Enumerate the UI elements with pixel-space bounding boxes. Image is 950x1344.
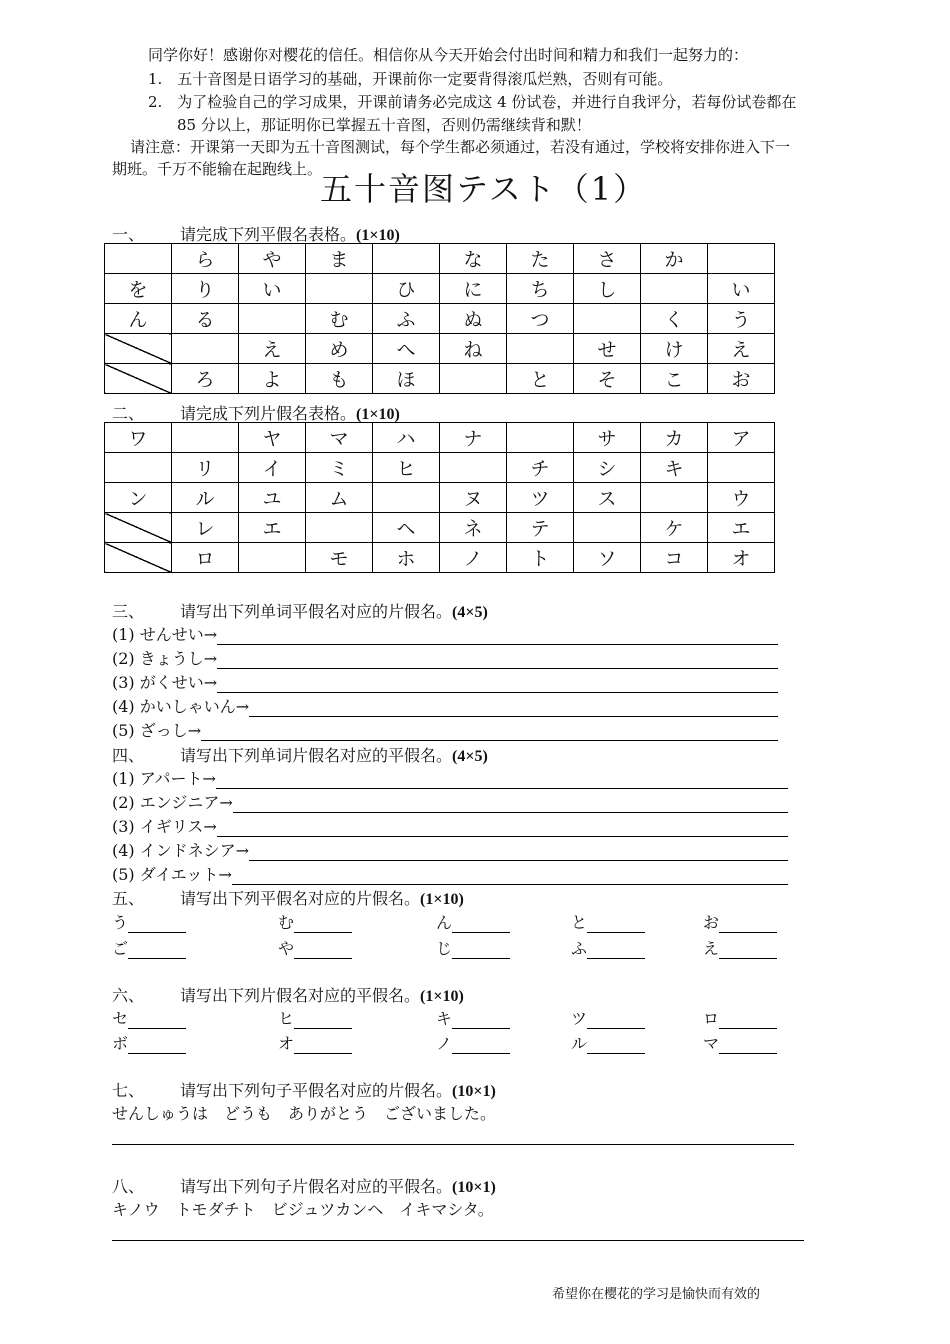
kana-blank: マ [703, 1031, 777, 1054]
kana-cell-blank[interactable] [641, 483, 708, 513]
kana-cell: ワ [105, 423, 172, 453]
kana-cell: め [306, 334, 373, 364]
intro-item-1: 1. 五十音图是日语学习的基础，开课前你一定要背得滚瓜烂熟，否则有可能。 [148, 70, 673, 88]
kana-blank: セ [112, 1006, 186, 1029]
kana-cell: も [306, 364, 373, 394]
kana-cell: ハ [373, 423, 440, 453]
kana-cell-crossed [105, 364, 172, 394]
answer-line[interactable] [201, 724, 778, 741]
kana-cell: ル [172, 483, 239, 513]
kana-cell: い [239, 274, 306, 304]
word-item: (5) ざっし→ [112, 718, 778, 741]
word-item: (2) エンジニア→ [112, 790, 788, 813]
answer-blank[interactable] [587, 916, 645, 933]
kana-cell-blank[interactable] [641, 274, 708, 304]
kana-cell: ね [440, 334, 507, 364]
kana-cell: ぬ [440, 304, 507, 334]
answer-blank[interactable] [719, 942, 777, 959]
kana-row [105, 423, 775, 453]
kana-row [105, 483, 775, 513]
kana-cell: ス [574, 483, 641, 513]
kana-cell: ホ [373, 543, 440, 573]
answer-blank[interactable] [294, 1012, 352, 1029]
sentence-katakana: キノウ トモダチト ビジュツカンヘ イキマシタ。 [112, 1200, 494, 1219]
answer-blank[interactable] [128, 942, 186, 959]
section-4-heading: 四、 请写出下列单词片假名对应的平假名。(4×5) [112, 746, 488, 765]
answer-line[interactable] [112, 1240, 804, 1241]
section-6-heading: 六、 请写出下列片假名对应的平假名。(1×10) [112, 986, 464, 1005]
kana-cell-blank[interactable] [574, 304, 641, 334]
kana-cell: ウ [708, 483, 775, 513]
section-8-heading: 八、 请写出下列句子片假名对应的平假名。(10×1) [112, 1177, 496, 1196]
kana-cell: ツ [507, 483, 574, 513]
answer-blank[interactable] [587, 1012, 645, 1029]
kana-cell-blank[interactable] [105, 244, 172, 274]
kana-cell: ひ [373, 274, 440, 304]
kana-cell: マ [306, 423, 373, 453]
intro-greeting: 同学你好！感谢你对樱花的信任。相信你从今天开始会付出时间和精力和我们一起努力的： [148, 46, 749, 64]
kana-cell: し [574, 274, 641, 304]
answer-blank[interactable] [452, 1037, 510, 1054]
kana-row [105, 513, 775, 543]
kana-cell: チ [507, 453, 574, 483]
kana-cell-blank[interactable] [373, 483, 440, 513]
word-item: (5) ダイエット→ [112, 862, 788, 885]
kana-blank: キ [436, 1006, 510, 1029]
kana-cell: ト [507, 543, 574, 573]
answer-blank[interactable] [719, 916, 777, 933]
kana-cell: そ [574, 364, 641, 394]
kana-cell: と [507, 364, 574, 394]
answer-line[interactable] [217, 676, 778, 693]
kana-cell: せ [574, 334, 641, 364]
kana-row [105, 453, 775, 483]
word-item: (1) せんせい→ [112, 622, 778, 645]
kana-cell: り [172, 274, 239, 304]
answer-line[interactable] [233, 796, 788, 813]
kana-blank: と [571, 910, 645, 933]
kana-blank: ル [571, 1031, 645, 1054]
page-title: 五十音图テスト（1） [320, 170, 648, 208]
kana-cell: よ [239, 364, 306, 394]
kana-row [105, 543, 775, 573]
kana-cell: い [708, 274, 775, 304]
section-1-heading: 一、 请完成下列平假名表格。(1×10) [112, 225, 400, 244]
kana-cell: ム [306, 483, 373, 513]
kana-cell-blank[interactable] [105, 453, 172, 483]
kana-cell: ン [105, 483, 172, 513]
kana-blank: ご [112, 936, 186, 959]
kana-cell-blank[interactable] [507, 334, 574, 364]
kana-cell: に [440, 274, 507, 304]
kana-blank: ふ [571, 936, 645, 959]
kana-cell: ネ [440, 513, 507, 543]
kana-cell: ん [105, 304, 172, 334]
answer-line[interactable] [249, 700, 778, 717]
kana-cell: お [708, 364, 775, 394]
kana-cell-blank[interactable] [239, 304, 306, 334]
kana-cell-crossed [105, 513, 172, 543]
word-item: (1) アパート→ [112, 766, 788, 789]
kana-row [105, 274, 775, 304]
kana-cell: ヤ [239, 423, 306, 453]
kana-cell: エ [708, 513, 775, 543]
kana-cell: や [239, 244, 306, 274]
answer-line[interactable] [112, 1144, 794, 1145]
kana-blank: お [703, 910, 777, 933]
kana-cell: エ [239, 513, 306, 543]
kana-cell: ふ [373, 304, 440, 334]
kana-cell-crossed [105, 334, 172, 364]
kana-blank: え [703, 936, 777, 959]
kana-cell-blank[interactable] [373, 244, 440, 274]
answer-blank[interactable] [587, 1037, 645, 1054]
kana-cell: う [708, 304, 775, 334]
section-3-heading: 三、 请写出下列单词平假名对应的片假名。(4×5) [112, 602, 488, 621]
answer-blank[interactable] [452, 1012, 510, 1029]
answer-blank[interactable] [719, 1037, 777, 1054]
kana-cell: ヒ [373, 453, 440, 483]
kana-cell-blank[interactable] [306, 513, 373, 543]
kana-blank: じ [436, 936, 510, 959]
kana-cell: カ [641, 423, 708, 453]
answer-blank[interactable] [128, 916, 186, 933]
kana-cell-blank[interactable] [306, 274, 373, 304]
kana-cell: オ [708, 543, 775, 573]
kana-cell-blank[interactable] [440, 453, 507, 483]
section-7-heading: 七、 请写出下列句子平假名对应的片假名。(10×1) [112, 1081, 496, 1100]
answer-blank[interactable] [452, 942, 510, 959]
kana-cell-blank[interactable] [574, 513, 641, 543]
kana-row [105, 364, 775, 394]
answer-blank[interactable] [294, 916, 352, 933]
kana-cell: テ [507, 513, 574, 543]
kana-cell: ナ [440, 423, 507, 453]
section-2-heading: 二、 请完成下列片假名表格。(1×10) [112, 404, 400, 423]
answer-line[interactable] [217, 652, 778, 669]
kana-cell: る [172, 304, 239, 334]
answer-blank[interactable] [719, 1012, 777, 1029]
kana-cell: さ [574, 244, 641, 274]
kana-cell: ア [708, 423, 775, 453]
intro-item-2: 2. 为了检验自己的学习成果，开课前请务必完成这 4 份试卷，并进行自我评分，若每份试卷都在 [148, 93, 797, 111]
sentence-hiragana: せんしゅうは どうも ありがとう ございました。 [112, 1104, 497, 1123]
kana-cell: こ [641, 364, 708, 394]
kana-cell: ら [172, 244, 239, 274]
kana-blank: う [112, 910, 186, 933]
kana-cell-blank[interactable] [172, 334, 239, 364]
kana-cell: ち [507, 274, 574, 304]
kana-cell-blank[interactable] [239, 543, 306, 573]
word-item: (2) きょうし→ [112, 646, 778, 669]
kana-row [105, 244, 775, 274]
notice-line-1: 请注意：开课第一天即为五十音图测试，每个学生都必须通过，若没有通过，学校将安排你进入下一 [130, 138, 791, 156]
answer-line[interactable] [217, 628, 778, 645]
kana-cell: ろ [172, 364, 239, 394]
kana-cell: ロ [172, 543, 239, 573]
word-item: (4) インドネシア→ [112, 838, 788, 861]
kana-blank: む [278, 910, 352, 933]
kana-blank: ヒ [278, 1006, 352, 1029]
kana-cell: ヘ [373, 513, 440, 543]
kana-cell: ほ [373, 364, 440, 394]
kana-cell: ソ [574, 543, 641, 573]
katakana-table [104, 422, 775, 573]
kana-cell: ミ [306, 453, 373, 483]
kana-blank: ボ [112, 1031, 186, 1054]
kana-cell: レ [172, 513, 239, 543]
section-5-heading: 五、 请写出下列平假名对应的片假名。(1×10) [112, 889, 464, 908]
word-item: (3) イギリス→ [112, 814, 788, 837]
hiragana-table [104, 243, 775, 394]
kana-cell-blank[interactable] [172, 423, 239, 453]
kana-cell: キ [641, 453, 708, 483]
kana-cell: え [708, 334, 775, 364]
word-item: (3) がくせい→ [112, 670, 778, 693]
kana-cell: シ [574, 453, 641, 483]
kana-cell-blank[interactable] [708, 244, 775, 274]
kana-cell: を [105, 274, 172, 304]
kana-cell: イ [239, 453, 306, 483]
answer-blank[interactable] [294, 1037, 352, 1054]
kana-cell: つ [507, 304, 574, 334]
kana-cell: け [641, 334, 708, 364]
answer-blank[interactable] [587, 942, 645, 959]
kana-cell: モ [306, 543, 373, 573]
kana-cell: ま [306, 244, 373, 274]
kana-cell-blank[interactable] [708, 453, 775, 483]
footer-text: 希望你在樱花的学习是愉快而有效的 [552, 1287, 761, 1302]
kana-cell: か [641, 244, 708, 274]
kana-cell-blank[interactable] [507, 423, 574, 453]
kana-cell: ユ [239, 483, 306, 513]
answer-line[interactable] [217, 820, 788, 837]
answer-blank[interactable] [128, 1037, 186, 1054]
notice-line-2: 期班。千万不能输在起跑线上。 [112, 160, 323, 178]
answer-line[interactable] [216, 772, 788, 789]
kana-cell: え [239, 334, 306, 364]
answer-blank[interactable] [294, 942, 352, 959]
kana-cell: ノ [440, 543, 507, 573]
kana-row [105, 304, 775, 334]
kana-cell: へ [373, 334, 440, 364]
answer-line[interactable] [249, 844, 788, 861]
kana-blank: ツ [571, 1006, 645, 1029]
kana-blank: ん [436, 910, 510, 933]
kana-blank: や [278, 936, 352, 959]
kana-blank: ロ [703, 1006, 777, 1029]
intro-item-2-cont: 85 分以上，那证明你已掌握五十音图，否则仍需继续背和默！ [177, 116, 591, 134]
kana-blank: ノ [436, 1031, 510, 1054]
answer-blank[interactable] [128, 1012, 186, 1029]
word-item: (4) かいしゃいん→ [112, 694, 778, 717]
kana-cell: な [440, 244, 507, 274]
kana-cell: く [641, 304, 708, 334]
kana-cell: た [507, 244, 574, 274]
kana-cell: コ [641, 543, 708, 573]
kana-cell: サ [574, 423, 641, 453]
kana-cell: リ [172, 453, 239, 483]
kana-cell-blank[interactable] [440, 364, 507, 394]
answer-line[interactable] [232, 868, 788, 885]
kana-row [105, 334, 775, 364]
kana-cell-crossed [105, 543, 172, 573]
kana-cell: ヌ [440, 483, 507, 513]
kana-cell: む [306, 304, 373, 334]
answer-blank[interactable] [452, 916, 510, 933]
kana-cell: ケ [641, 513, 708, 543]
kana-blank: オ [278, 1031, 352, 1054]
